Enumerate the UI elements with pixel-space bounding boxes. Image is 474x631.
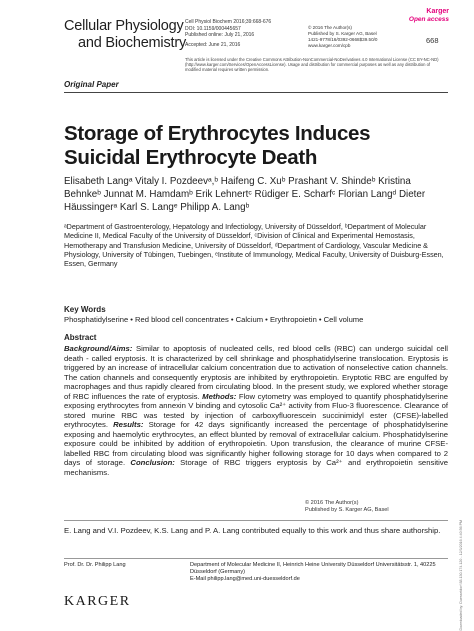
- conclusion-label: Conclusion:: [130, 458, 175, 467]
- citation: Cell Physiol Biochem 2016;39:668-676: [185, 19, 272, 25]
- copyright-link[interactable]: www.karger.com/cpb: [308, 43, 351, 49]
- keywords-text: Phosphatidylserine • Red blood cell concentrates • Calcium • Erythropoietin • Cell volume: [64, 315, 364, 324]
- keywords-heading: Key Words: [64, 305, 106, 314]
- license-text: This article is licensed under the Creative Commons Attribution-NonCommercial-NoDerivatives 4.0 International License (CC BY-NC-ND) (http://www.karger.com/Services/OpenAccessLicense). Usage and distribution for commercial purposes as well as any distribution of modified material requires written permission.: [185, 57, 439, 73]
- background-label: Background/Aims:: [64, 344, 133, 353]
- contribution-note: E. Lang and V.I. Pozdeev, K.S. Lang and P. A. Lang contributed equally to this work and thus share authorship.: [64, 526, 441, 535]
- background-text: Similar to apoptosis of nucleated cells, red blood cells (RBC) can undergo suicidal cell death - called eryptosis. It is characterized by cell shrinkage and phosphatidylserine translocation. Eryptosis is triggered by an increase of intracellular calcium concentration due to activation of nonselective cation channels. The cation channels and consequently eryptosis are inhibited by erythropoietin. Eryptotic RBC are engulfed by macrophages and thus rapidly cleared from circulating blood. In the present study, we explored whether storage of RBC influences the rate of eryptosis.: [64, 344, 448, 401]
- copyright-line2: Published by S. Karger AG, Basel: [308, 31, 377, 37]
- address-text: Department of Molecular Medicine II, Heinrich Heine University Düsseldorf Universitätsstr. 1, 40225 Düsseldorf (Germany): [190, 562, 436, 575]
- article-type: Original Paper: [64, 80, 119, 89]
- abstract-heading: Abstract: [64, 333, 97, 342]
- article-meta: [185, 19, 271, 48]
- conclusion-text: Storage of RBC triggers eryptosis by Ca²⁺ and erythropoietin sensitive mechanisms.: [64, 458, 448, 477]
- header-divider: [64, 92, 448, 93]
- copyright-line1: © 2016 The Author(s): [308, 25, 352, 30]
- published-date: Published online: July 21, 2016: [185, 32, 255, 39]
- journal-name-line2: and Biochemistry: [78, 35, 187, 51]
- results-label: Results:: [113, 420, 144, 429]
- methods-text: Flow cytometry was employed to quantify phosphatidylserine exposing erythrocytes from annexin V binding and cytosolic Ca²⁺ activity from Fluo-3 fluorescence. Clearance of stored murine RBC was tested by injection of carboxyfluorescein succinimidyl ester (CFSE)-labelled erythrocytes.: [64, 391, 448, 429]
- correspondence-address: [190, 562, 450, 583]
- affiliations: ᵃDepartment of Gastroenterology, Hepatology and Infectiology, University of Düsseldorf, ᵇDepartment of Molecular Medicine II, Medical Faculty of the University of Düsseldorf, ᶜDivision of Clinical and Experimental Hemostasis, Hemotherapy and Transfusion Medicine, University of Düsseldorf, ᵈDepartment of Cardiology, Vascular Medicine & Physiology, University of Tübingen, Tuebingen, ᵉInstitute of Immunology, Medical Faculty, University of Duisburg-Essen, Essen, Germany: [64, 222, 444, 269]
- open-access-logo: [397, 8, 449, 23]
- copyright-line3: 1421-9778/16/0392-0668$39.50/0: [308, 37, 378, 43]
- accepted-date: Accepted: June 21, 2016: [185, 41, 241, 48]
- doi-link[interactable]: DOI: 10.1159/000445657: [185, 25, 241, 32]
- brand-name: Karger: [426, 8, 449, 15]
- journal-name-line1: Cellular Physiology: [64, 18, 184, 34]
- copyright-block: [308, 25, 377, 49]
- publisher-note: [305, 500, 389, 514]
- journal-name: [64, 18, 186, 52]
- email-link[interactable]: E-Mail philipp.lang@med.uni-duesseldorf.de: [190, 576, 300, 582]
- footer-divider-bottom: [64, 558, 448, 559]
- footer-divider-top: [64, 520, 448, 521]
- page-number: 668: [426, 36, 439, 45]
- author-list: Elisabeth Langᵃ Vitaly I. Pozdeevᵃ,ᵇ Haifeng C. Xuᵇ Prashant V. Shindeᵇ Kristina Behnkeᵇ Junnat M. Hamdamᵇ Erik Lehnertᶜ Rüdiger E. Scharfᶜ Florian Langᵈ Dieter Häussingerᵃ Karl S. Langᵉ Philipp A. Langᵇ: [64, 176, 426, 213]
- download-stamp: Downloaded by: Duesseldorf 88.130.174.120 - 12/3/2016 4:40:56 PM: [459, 520, 463, 631]
- publisher-note-line1: © 2016 The Author(s): [305, 500, 359, 506]
- abstract-body: [64, 344, 448, 477]
- open-access-label: Open access: [408, 16, 449, 23]
- article-title: Storage of Erythrocytes Induces Suicidal Erythrocyte Death: [64, 122, 371, 169]
- results-text: Storage for 42 days significantly increased the percentage of phosphatidylserine exposing and haemolytic erythrocytes, an effect blunted by removal of extracellular calcium. Phosphatidylserine exposure could be inhibited by addition of erythropoietin. Upon transfusion, the clearance of murine CFSE-labelled RBC from circulating blood was significantly higher following storage for 10 days when compared to 2 days of storage.: [64, 420, 448, 467]
- publisher-note-line2: Published by S. Karger AG, Basel: [305, 506, 389, 513]
- corresponding-author: Prof. Dr. Dr. Philipp Lang: [64, 562, 126, 568]
- methods-label: Methods:: [202, 391, 237, 401]
- publisher-logo: KARGER: [64, 594, 131, 609]
